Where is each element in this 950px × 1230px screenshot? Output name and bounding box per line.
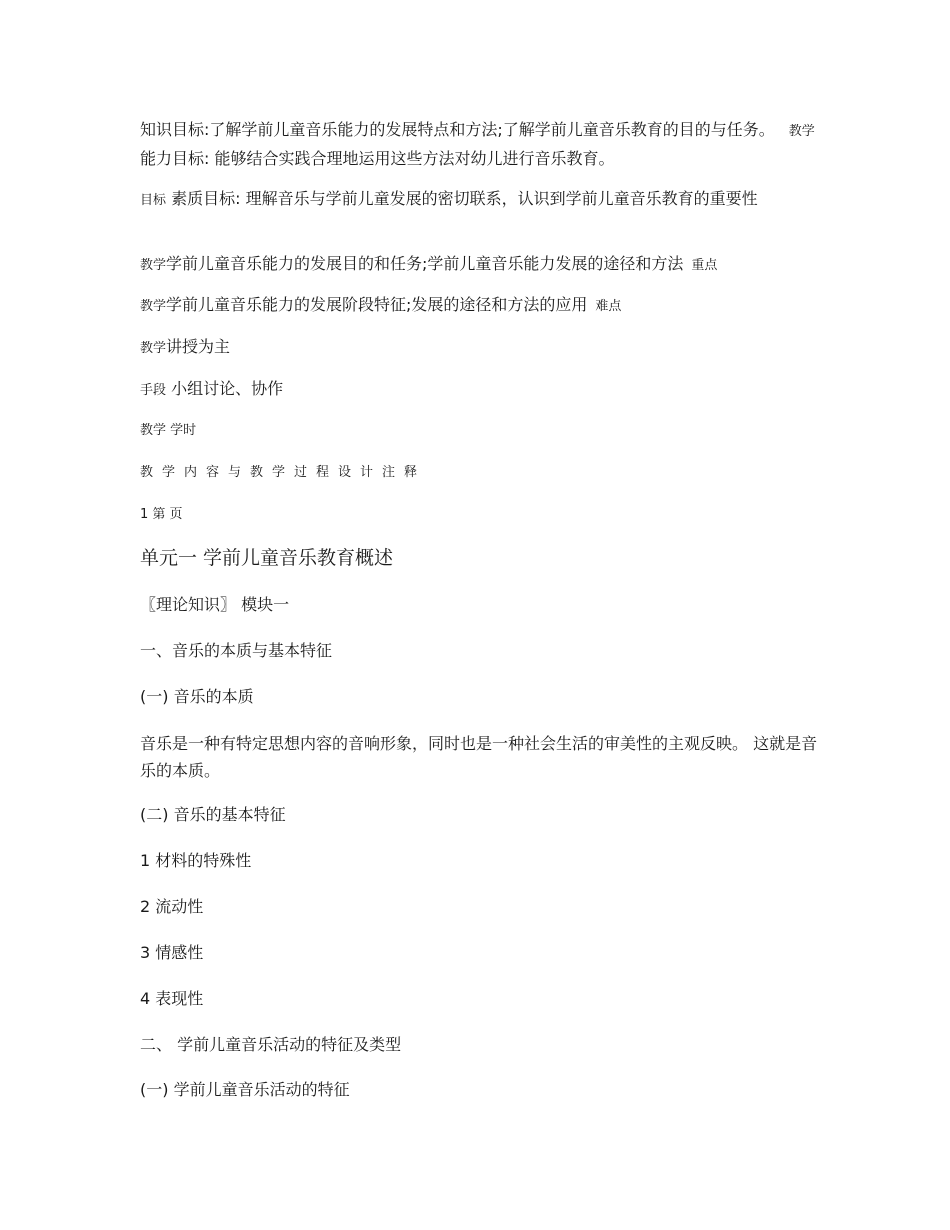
objectives-knowledge-ability [140, 116, 820, 172]
list-item: 1 材料的特殊性 [140, 851, 252, 870]
teaching-method [140, 334, 820, 362]
difficulties-label: 难点 [595, 299, 622, 314]
teaching-means-text: 小组讨论、协作 [171, 379, 284, 398]
key-points-label: 重点 [691, 258, 718, 273]
objective-label: 目标 [140, 193, 167, 208]
teaching-label: 教学 [140, 341, 167, 356]
list-item: 2 流动性 [140, 897, 204, 916]
knowledge-objective-text: 知识目标:了解学前儿童音乐能力的发展特点和方法;了解学前儿童音乐教育的目的与任务。 [140, 120, 775, 139]
list-item: 4 表现性 [140, 989, 204, 1008]
teaching-label: 教学 [788, 124, 815, 139]
difficulties-text: 学前儿童音乐能力的发展阶段特征;发展的途径和方法的应用 [166, 295, 588, 314]
teaching-label: 教学 [140, 299, 167, 314]
teaching-means [140, 376, 820, 404]
section-heading-1: 一、音乐的本质与基本特征 [140, 641, 333, 660]
teaching-method-text: 讲授为主 [166, 337, 231, 356]
teaching-difficulties [140, 292, 820, 320]
means-label: 手段 [140, 383, 167, 398]
subsection-heading-1-2: (二) 音乐的基本特征 [140, 805, 286, 824]
teaching-key-points [140, 251, 820, 279]
subsection-heading-1-1: (一) 音乐的本质 [140, 687, 254, 706]
subsection-heading-2-1: (一) 学前儿童音乐活动的特征 [140, 1080, 350, 1099]
objectives-quality [140, 185, 820, 214]
quality-objective-text: 素质目标: 理解音乐与学前儿童发展的密切联系，认识到学前儿童音乐教育的重要性 [171, 189, 758, 208]
music-essence-paragraph: 音乐是一种有特定思想内容的音响形象，同时也是一种社会生活的审美性的主观反映。 这就是音乐的本质。 [140, 734, 818, 780]
list-item: 3 情感性 [140, 943, 204, 962]
teaching-label: 教学 [140, 258, 167, 273]
key-points-text: 学前儿童音乐能力的发展目的和任务;学前儿童音乐能力发展的途径和方法 [166, 254, 684, 273]
module-title: 〖理论知识〗 模块一 [140, 595, 290, 614]
ability-objective-text: 能力目标: 能够结合实践合理地运用这些方法对幼儿进行音乐教育。 [140, 149, 615, 168]
page-number: 1 第 页 [140, 507, 183, 522]
content-design-notes-header: 教学内容与教学过程设计注释 [140, 465, 427, 480]
unit-title: 单元一 学前儿童音乐教育概述 [140, 547, 394, 569]
teaching-hours: 教学 学时 [140, 423, 197, 438]
section-heading-2: 二、 学前儿童音乐活动的特征及类型 [140, 1035, 402, 1054]
